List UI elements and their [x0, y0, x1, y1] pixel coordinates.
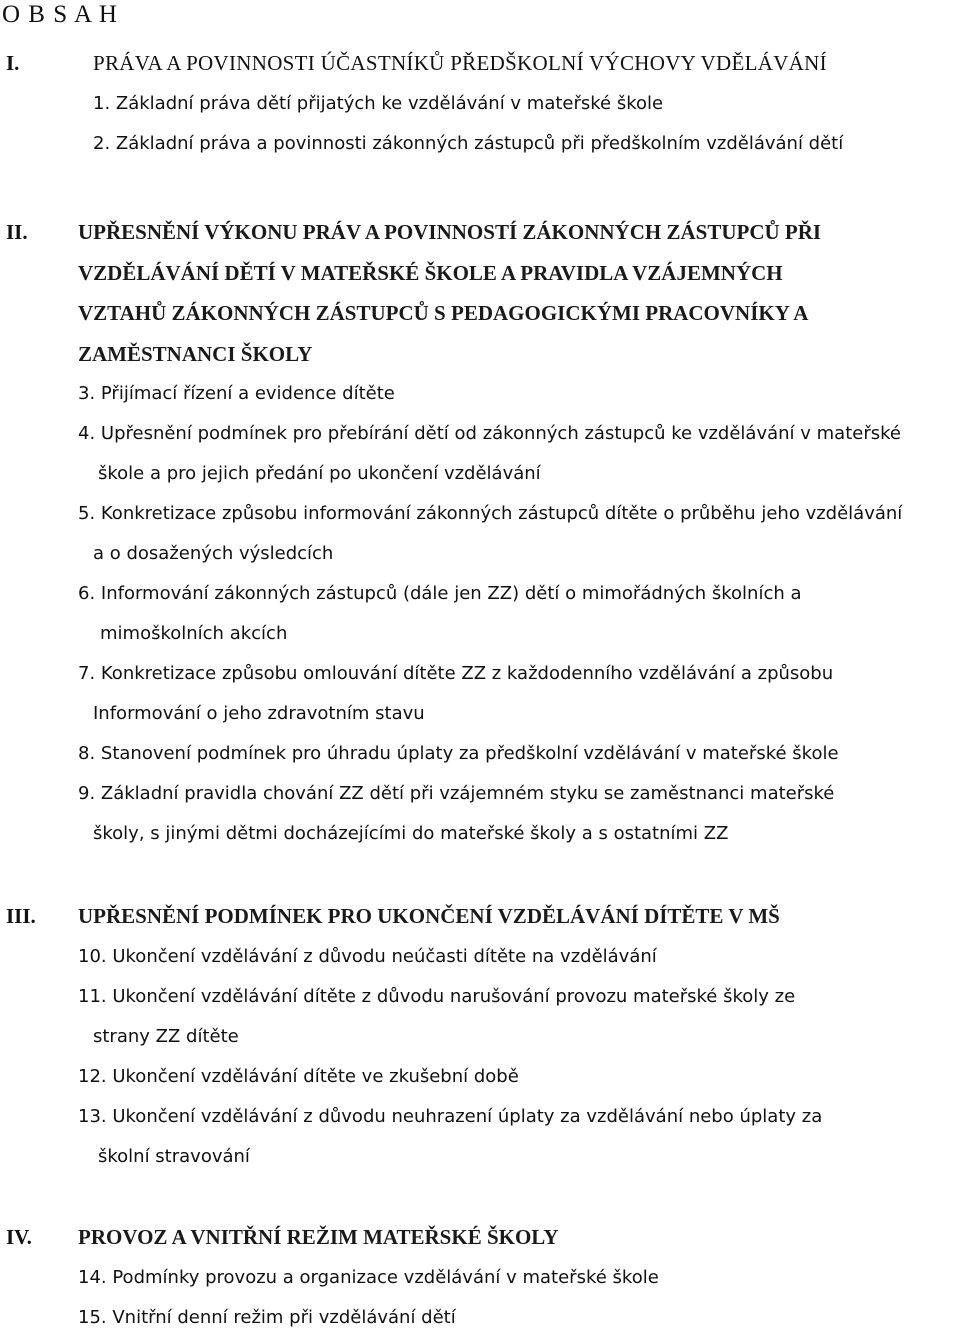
- section-2-heading-line: VZDĚLÁVÁNÍ DĚTÍ V MATEŘSKÉ ŠKOLE A PRAVIDLA VZÁJEMNÝCH: [78, 260, 783, 285]
- section-3-heading: UPŘESNĚNÍ PODMÍNEK PRO UKONČENÍ VZDĚLÁVÁNÍ DÍTĚTE V MŠ: [78, 904, 780, 928]
- toc-item-text: 5. Konkretizace způsobu informování zákonných zástupců dítěte o průběhu jeho vzdělávání: [78, 503, 903, 524]
- section-3-number: III.: [6, 904, 36, 928]
- toc-item-4: [78, 414, 938, 494]
- toc-item-text-cont: mimoškolních akcích: [100, 623, 288, 644]
- toc-item-text-cont: školy, s jinými dětmi docházejícími do mateřské školy a s ostatními ZZ: [93, 823, 729, 844]
- toc-item-11: [78, 977, 938, 1057]
- toc-item-13: [78, 1097, 938, 1177]
- toc-item-text: 8. Stanovení podmínek pro úhradu úplaty za předškolní vzdělávání v mateřské škole: [78, 743, 839, 764]
- section-1-heading: PRÁVA A POVINNOSTI ÚČASTNÍKŮ PŘEDŠKOLNÍ VÝCHOVY VDĚLÁVÁNÍ: [93, 51, 827, 75]
- toc-item-1: 1. Základní práva dětí přijatých ke vzdělávání v mateřské škole: [93, 93, 664, 114]
- toc-item-text: 14. Podmínky provozu a organizace vzdělávání v mateřské škole: [78, 1267, 659, 1288]
- toc-item-text: 3. Přijímací řízení a evidence dítěte: [78, 383, 395, 404]
- section-2-heading-line: VZTAHŮ ZÁKONNÝCH ZÁSTUPCŮ S PEDAGOGICKÝMI PRACOVNÍKY A: [78, 301, 809, 325]
- toc-item-2: 2. Základní práva a povinnosti zákonných zástupců při předškolním vzdělávání dětí: [93, 133, 844, 154]
- section-2-heading-line: ZAMĚSTNANCI ŠKOLY: [78, 341, 313, 366]
- section-4-number: IV.: [6, 1225, 32, 1249]
- section-1-number: I.: [6, 51, 20, 75]
- toc-item-text: 6. Informování zákonných zástupců (dále jen ZZ) dětí o mimořádných školních a: [78, 583, 802, 604]
- section-2-number: II.: [6, 220, 28, 244]
- toc-item-text: 15. Vnitřní denní režim při vzdělávání dětí: [78, 1307, 456, 1328]
- toc-item-text: 13. Ukončení vzdělávání z důvodu neuhrazení úplaty za vzdělávání nebo úplaty za: [78, 1106, 823, 1127]
- toc-item-3: [78, 374, 938, 414]
- toc-item-14: [78, 1258, 938, 1298]
- toc-item-15: [78, 1298, 938, 1338]
- toc-item-text-cont: strany ZZ dítěte: [93, 1026, 239, 1047]
- toc-item-10: [78, 937, 938, 977]
- toc-item-text-cont: školní stravování: [98, 1146, 250, 1167]
- toc-item-text: 7. Konkretizace způsobu omlouvání dítěte ZZ z každodenního vzdělávání a způsobu: [78, 663, 834, 684]
- toc-item-12: [78, 1057, 938, 1097]
- toc-item-8: [78, 734, 938, 774]
- page-title: O B S A H: [2, 1, 118, 28]
- toc-item-text-cont: a o dosažených výsledcích: [93, 543, 334, 564]
- toc-item-text: 12. Ukončení vzdělávání dítěte ve zkušební době: [78, 1066, 519, 1087]
- toc-item-text: 11. Ukončení vzdělávání dítěte z důvodu narušování provozu mateřské školy ze: [78, 986, 796, 1007]
- section-2-heading-line: UPŘESNĚNÍ VÝKONU PRÁV A POVINNOSTÍ ZÁKONNÝCH ZÁSTUPCŮ PŘI: [78, 220, 822, 244]
- toc-item-text-cont: škole a pro jejich předání po ukončení vzdělávání: [98, 463, 541, 484]
- toc-item-text-cont: Informování o jeho zdravotním stavu: [93, 703, 425, 724]
- toc-item-6: [78, 574, 938, 654]
- toc-item-5: [78, 494, 938, 574]
- toc-item-9: [78, 774, 938, 854]
- toc-item-text: 4. Upřesnění podmínek pro přebírání dětí od zákonných zástupců ke vzdělávání v mateřské: [78, 423, 901, 444]
- toc-item-7: [78, 654, 938, 734]
- toc-item-text: 10. Ukončení vzdělávání z důvodu neúčasti dítěte na vzdělávání: [78, 946, 657, 967]
- toc-item-text: 9. Základní pravidla chování ZZ dětí při vzájemném styku se zaměstnanci mateřské: [78, 783, 835, 804]
- section-2-heading: [78, 212, 958, 374]
- section-4-heading: PROVOZ A VNITŘNÍ REŽIM MATEŘSKÉ ŠKOLY: [78, 1225, 559, 1249]
